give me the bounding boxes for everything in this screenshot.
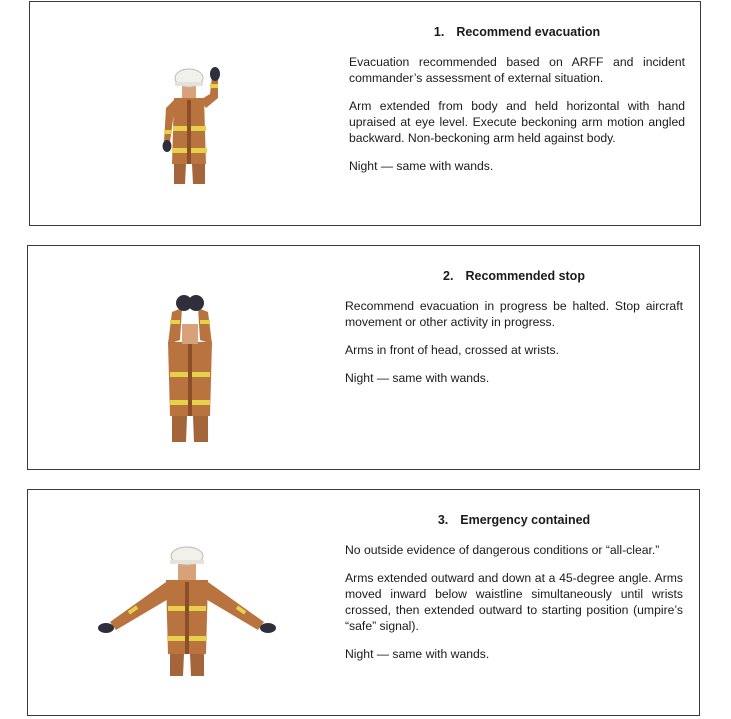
signal-night-note: Night — same with wands. <box>345 647 490 661</box>
signal-panel-recommended-stop <box>27 245 700 470</box>
signal-text-2 <box>345 268 683 398</box>
signal-night-note: Night — same with wands. <box>349 159 494 173</box>
signal-text-3 <box>345 512 683 674</box>
signal-description: Evacuation recommended based on ARFF and incident commander’s assessment of external situation. <box>349 55 685 85</box>
firefighter-beckoning-illustration <box>150 64 230 184</box>
signal-panel-recommend-evacuation <box>29 1 701 226</box>
signal-night-note: Night — same with wands. <box>345 371 490 385</box>
signal-panel-emergency-contained <box>27 489 700 716</box>
firefighter-crossed-wrists-illustration <box>150 294 230 442</box>
signal-title: 3. Emergency contained <box>437 513 591 527</box>
signal-description: Recommend evacuation in progress be halted. Stop aircraft movement or other activity in progress. <box>345 299 683 329</box>
firefighter-arms-outward-illustration <box>94 546 280 676</box>
signal-description: No outside evidence of dangerous conditions or “all-clear.” <box>345 543 660 557</box>
signal-instructions: Arms extended outward and down at a 45-degree angle. Arms moved inward below waistline simultaneously until wrists crossed, then extended outward to starting position (umpire’s “safe” signal). <box>345 571 683 633</box>
signal-title: 1. Recommend evacuation <box>433 25 601 39</box>
signal-instructions: Arms in front of head, crossed at wrists. <box>345 343 560 357</box>
signal-instructions: Arm extended from body and held horizontal with hand upraised at eye level. Execute beckoning arm motion angled backward. Non-beckoning arm held against body. <box>349 99 685 145</box>
signal-text-1 <box>349 24 685 186</box>
signal-title: 2. Recommended stop <box>443 269 585 283</box>
